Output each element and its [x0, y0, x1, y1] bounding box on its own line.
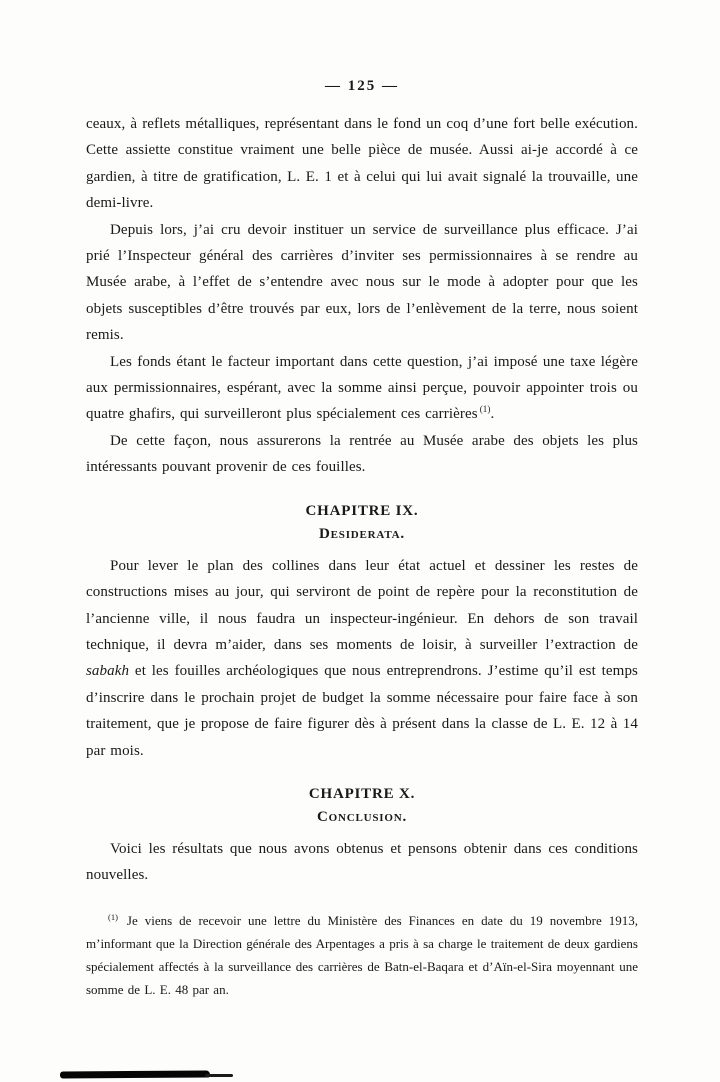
paragraph-fonds-end: . — [490, 406, 495, 423]
chapter-10-subtitle: Conclusion. — [316, 808, 407, 825]
page-number: — 125 — — [325, 78, 399, 94]
sabakh-italic-term: sabakh — [86, 663, 130, 680]
footnote-marker: (1) — [108, 911, 118, 922]
footnote — [86, 909, 638, 1001]
paragraph-surveillance: Depuis lors, j’ai cru devoir instituer un service de surveillance plus efficace. J’ai prié l’Inspecteur général des carrières d’inviter ses permissionnaires à se rendre au Musée arabe, à l’effet de s’entendre avec nous sur le mode à adopter pour que les objets susceptibles d’être trouvés par eux, lors de l’enlèvement de la terre, nous soient remis. — [86, 221, 638, 344]
paragraph-desiderata — [86, 553, 638, 764]
page-content — [86, 78, 638, 1001]
footnote-reference-superscript: (1) — [479, 404, 491, 415]
paragraph-desiderata-text-end: et les fouilles archéologiques que nous entreprendrons. J’estime qu’il est temps d’inscrire dans le prochain projet de budget la somme nécessaire pour faire face à son traitement, que je propose de faire figurer dès à présent dans la classe de L. E. 12 à 14 par mois. — [86, 663, 638, 759]
paragraph-conclusion: Voici les résultats que nous avons obtenus et pensons obtenir dans ces conditions nouvelles. — [86, 840, 638, 884]
paragraph-fonds — [86, 349, 638, 428]
chapter-9-subtitle: Desiderata. — [319, 525, 405, 542]
scan-artifact-bottom-small — [205, 1074, 233, 1077]
chapter-9-title: CHAPITRE IX. — [305, 502, 419, 519]
paragraph-desiderata-text-start: Pour lever le plan des collines dans leur état actuel et dessiner les restes de constructions mises au jour, qui serviront de point de repère pour la reconstitution de l’ancienne ville, il nous faudra un inspecteur-ingénieur. En dehors de son travail technique, il devra m’aider, dans ses moments de loisir, à surveiller l’extraction de — [86, 557, 638, 653]
scan-artifact-bottom — [60, 1070, 210, 1078]
footnote-text: Je viens de recevoir une lettre du Ministère des Finances en date du 19 novembre 1913, m’informant que la Direction générale des Arpentages a pris à sa charge le traitement de deux gardiens spécialement affectés à la surveillance des carrières de Batn-el-Baqara et d’Aïn-el-Sira moyennant une somme de L. E. 48 par an. — [86, 912, 638, 997]
chapter-10-title: CHAPITRE X. — [308, 785, 416, 802]
paragraph-fonds-text: Les fonds étant le facteur important dans cette question, j’ai imposé une taxe légère aux permissionnaires, espérant, avec la somme ainsi perçue, pouvoir appointer trois ou quatre ghafirs, qui surveilleront plus spécialement ces carrières — [86, 353, 638, 423]
paragraph-continuation: ceaux, à reflets métalliques, représentant dans le fond un coq d’une fort belle exécution. Cette assiette constitue vraiment une belle pièce de musée. Aussi ai-je accordé à ce gardien, à titre de gratification, L. E. 1 et à celui qui lui avait signalé la trouvaille, une demi-livre. — [86, 116, 638, 212]
paragraph-musee-arabe: De cette façon, nous assurerons la rentrée au Musée arabe des objets les plus intéressants pouvant provenir de ces fouilles. — [86, 432, 638, 476]
